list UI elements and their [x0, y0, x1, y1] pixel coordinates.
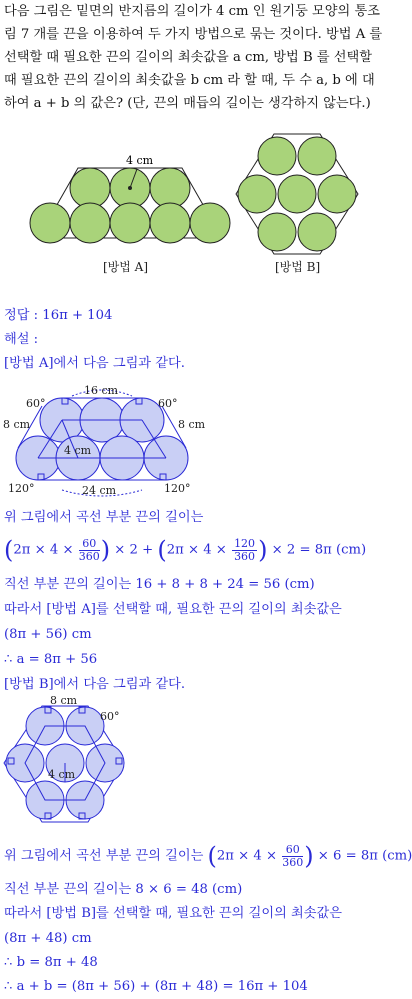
- sol-a-line-3: 직선 부분 끈의 길이는 16 + 8 + 8 + 24 = 56 (cm): [4, 577, 315, 592]
- label-60-b: 60°: [100, 710, 120, 723]
- label-24cm: 24 cm: [82, 484, 117, 497]
- label-4cm: 4 cm: [64, 444, 92, 457]
- explain-label: 해설 :: [4, 332, 39, 347]
- figure-solution-a: [2, 378, 212, 498]
- sol-b-line-3: 따라서 [방법 B]를 선택할 때, 필요한 끈의 길이의 최솟값은: [4, 906, 342, 921]
- label-120-left: 120°: [8, 482, 35, 495]
- sol-b-line-4: (8π + 48) cm: [4, 931, 92, 946]
- label-8cm-right: 8 cm: [178, 418, 206, 431]
- sol-b-line-5: ∴ b = 8π + 48: [4, 955, 98, 970]
- answer-label: 정답 : 16π + 104: [4, 308, 113, 323]
- intro-method-b: [방법 B]에서 다음 그림과 같다.: [4, 677, 186, 692]
- sol-a-line-1: 위 그림에서 곡선 부분 끈의 길이는: [4, 510, 204, 525]
- sol-b-line-6: ∴ a + b = (8π + 56) + (8π + 48) = 16π + 104: [4, 979, 308, 994]
- question-line-4: 때 필요한 끈의 길이의 최솟값을 b cm 라 할 때, 두 수 a, b 에 대: [4, 73, 375, 88]
- label-4cm-b: 4 cm: [48, 768, 76, 781]
- question-line-2: 림 7 개를 끈을 이용하여 두 가지 방법으로 묶는 것이다. 방법 A 를: [4, 27, 383, 42]
- label-60-right: 60°: [158, 397, 178, 410]
- question-line-3: 선택할 때 필요한 끈의 길이의 최솟값을 a cm, 방법 B 를 선택할: [4, 50, 373, 65]
- label-60-left: 60°: [26, 397, 46, 410]
- sol-a-line-4: 따라서 [방법 A]를 선택할 때, 필요한 끈의 길이의 최솟값은: [4, 602, 342, 617]
- label-8cm-top: 8 cm: [50, 694, 78, 707]
- sol-a-formula: (2π × 4 × $\frac{60}{360}$ ) × 2 + (2π × 4 × $\frac{120}{360}$ ) × 2 = 8π (cm): [4, 536, 367, 564]
- figure-method-a: [30, 128, 230, 258]
- question-line-5: 하여 a + b 의 값은? (단, 끈의 매듭의 길이는 생각하지 않는다.): [4, 96, 371, 111]
- intro-method-a: [방법 A]에서 다음 그림과 같다.: [4, 356, 185, 371]
- caption-method-a: [방법 A]: [103, 260, 149, 274]
- sol-b-line-1: 위 그림에서 곡선 부분 끈의 길이는 (2π × 4 × $\frac{60}{360}$ ) × 6 = 8π (cm): [4, 842, 412, 870]
- radius-label: 4 cm: [126, 154, 154, 167]
- sol-a-line-5: (8π + 56) cm: [4, 627, 92, 642]
- figure-method-b: [232, 128, 362, 258]
- label-16cm: 16 cm: [84, 384, 119, 397]
- figure-solution-b: [0, 694, 130, 828]
- caption-method-b: [방법 B]: [275, 260, 321, 274]
- sol-a-line-6: ∴ a = 8π + 56: [4, 652, 98, 667]
- question-line-1: 다음 그림은 밑면의 반지름의 길이가 4 cm 인 원기둥 모양의 통조: [4, 4, 380, 19]
- label-120-right: 120°: [164, 482, 191, 495]
- sol-b-line-2: 직선 부분 끈의 길이는 8 × 6 = 48 (cm): [4, 882, 243, 897]
- label-8cm-left: 8 cm: [3, 418, 31, 431]
